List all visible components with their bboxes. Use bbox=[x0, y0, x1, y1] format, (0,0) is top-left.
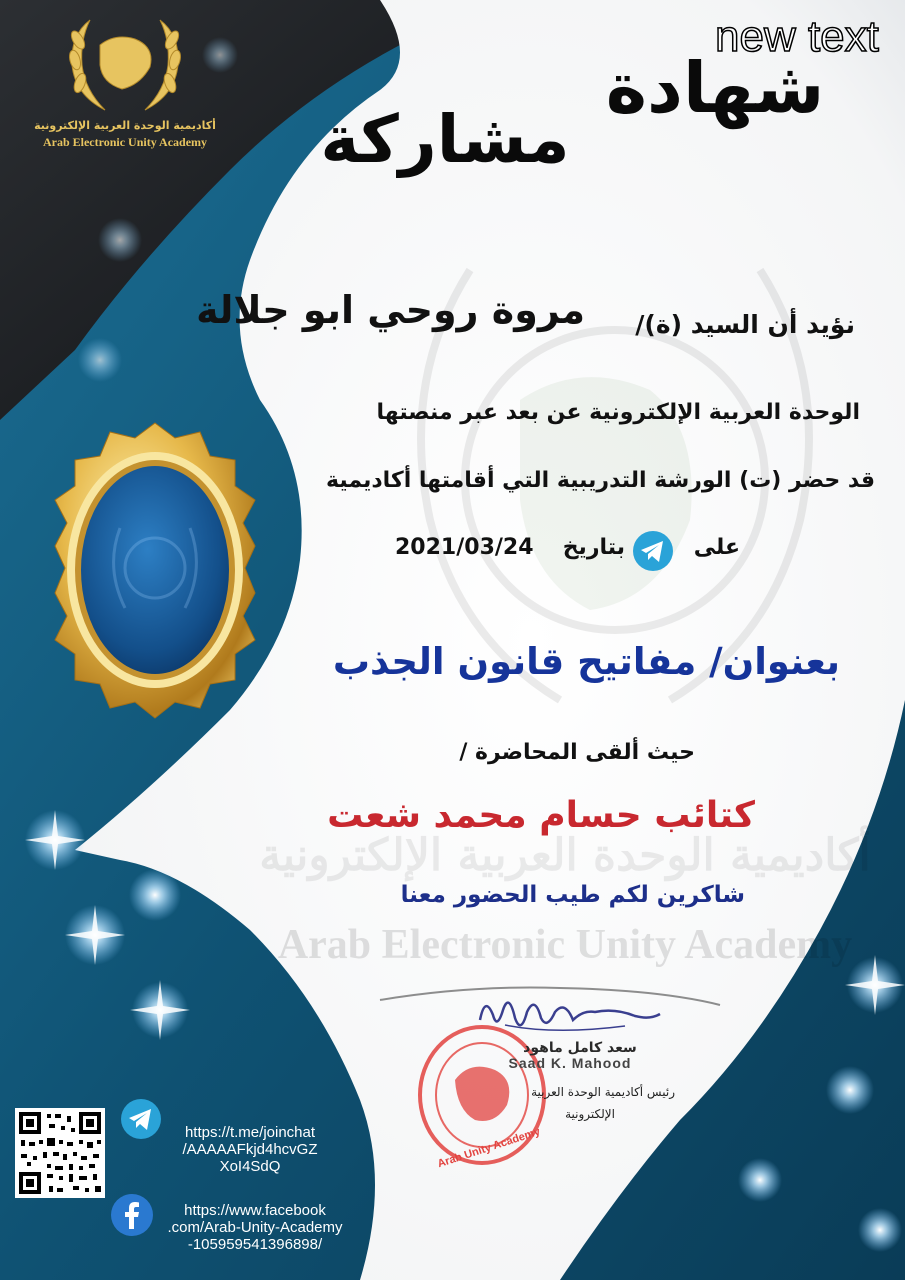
svg-text:Arab Electronic Unity Academy: Arab Electronic Unity Academy bbox=[277, 922, 853, 968]
telegram-link[interactable] bbox=[160, 1124, 340, 1175]
academy-logo bbox=[30, 5, 220, 155]
academy-name-ar: أكاديمية الوحدة العربية الإلكترونية bbox=[34, 119, 216, 132]
recipient-name: مروة روحي ابو جلالة bbox=[196, 288, 585, 332]
lecturer-label: حيث ألقى المحاضرة / bbox=[459, 740, 695, 765]
thanks-text: شاكرين لكم طيب الحضور معنا bbox=[400, 882, 745, 908]
body-line2: الوحدة العربية الإلكترونية عن بعد عبر منصتها bbox=[376, 400, 860, 425]
overlay-text: new text bbox=[715, 12, 879, 61]
facebook-link-line3: -105959541396898/ bbox=[187, 1236, 323, 1253]
stamp-text: Arab Unity Academy bbox=[436, 1125, 542, 1171]
telegram-link-icon[interactable] bbox=[120, 1098, 162, 1140]
body-line1: قد حضر (ت) الورشة التدريبية التي أقامتها أكاديمية bbox=[326, 468, 875, 493]
laurel-wreath-icon bbox=[30, 5, 220, 125]
signer-role-line2: الإلكترونية bbox=[565, 1107, 615, 1121]
facebook-link-line1: https://www.facebook bbox=[184, 1202, 326, 1219]
lecturer-name: كتائب حسام محمد شعت bbox=[327, 795, 755, 836]
platform-prefix: على bbox=[693, 535, 740, 560]
facebook-icon bbox=[110, 1193, 154, 1237]
svg-text:أكاديمية الوحدة العربية الإلكت: أكاديمية الوحدة العربية الإلكترونية bbox=[259, 830, 871, 881]
title-line2: مشاركة bbox=[320, 101, 570, 178]
signer-name-en: Saad K. Mahood bbox=[508, 1055, 632, 1071]
telegram-link-line1: https://t.me/joinchat bbox=[184, 1124, 316, 1141]
telegram-icon bbox=[632, 530, 674, 572]
gold-medal-icon bbox=[35, 418, 275, 728]
facebook-link-line2: .com/Arab-Unity-Academy bbox=[167, 1219, 343, 1236]
facebook-link[interactable] bbox=[155, 1202, 355, 1253]
academy-name-en: Arab Electronic Unity Academy bbox=[42, 135, 208, 149]
date-value: 2021/03/24 bbox=[395, 535, 534, 560]
signer-role-line1: رئيس أكاديمية الوحدة العربية bbox=[531, 1085, 675, 1099]
telegram-link-line3: XoI4SdQ bbox=[219, 1158, 281, 1175]
topic-title: بعنوان/ مفاتيح قانون الجذب bbox=[332, 640, 840, 683]
telegram-link-line2: /AAAAAFkjd4hcvGZ bbox=[182, 1141, 318, 1158]
signer-name-ar: سعد كامل ماهود bbox=[523, 1040, 637, 1056]
qr-code-icon bbox=[15, 1108, 105, 1198]
title-line1: شهادة bbox=[605, 47, 825, 129]
telegram-icon bbox=[120, 1098, 162, 1140]
date-label: بتاريخ bbox=[562, 535, 625, 560]
facebook-link-icon[interactable] bbox=[110, 1193, 154, 1237]
recipient-prefix: نؤيد أن السيد (ة)/ bbox=[635, 310, 855, 339]
